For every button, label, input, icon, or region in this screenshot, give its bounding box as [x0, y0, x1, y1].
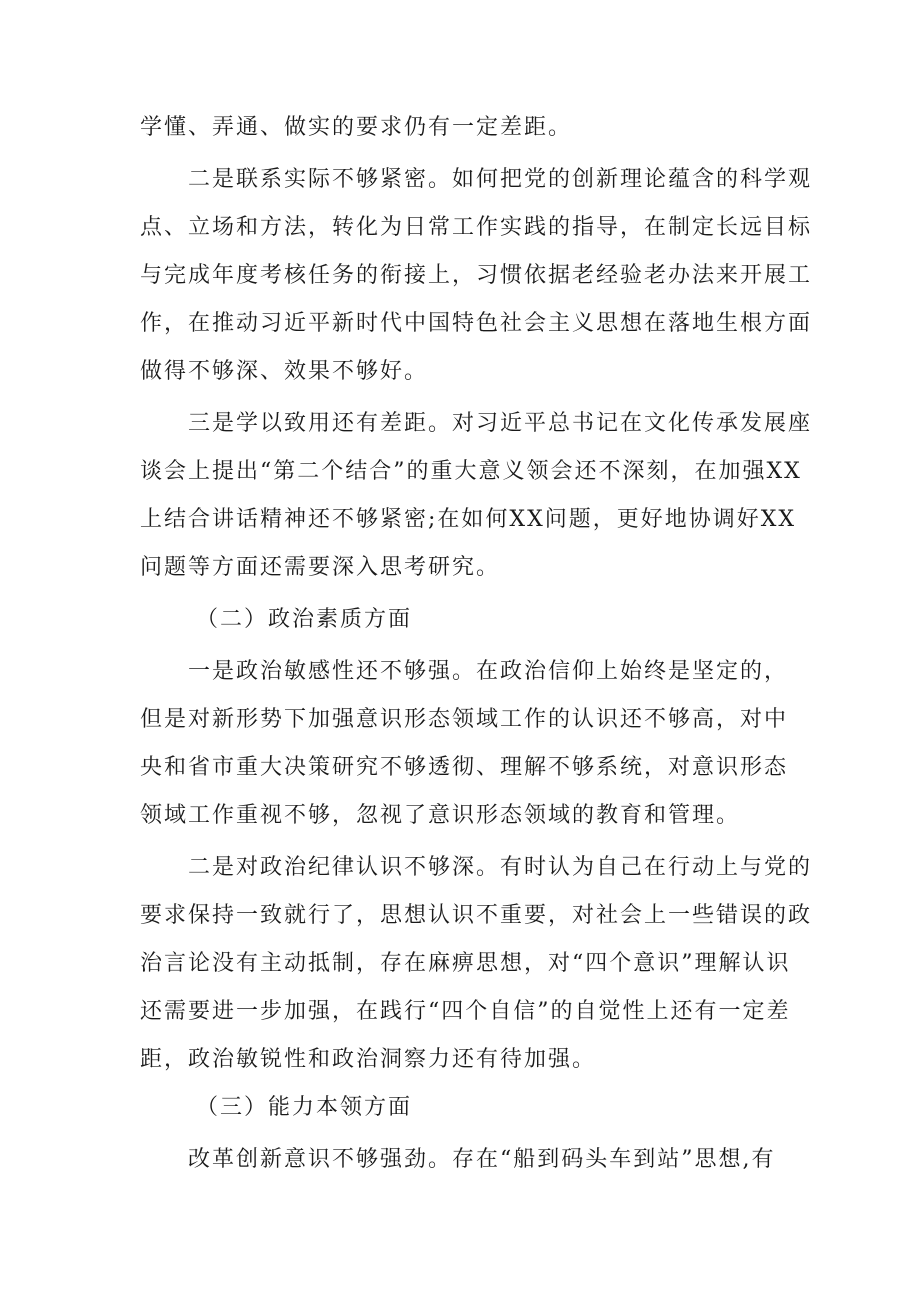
paragraph-line: 央和省市重大决策研究不够透彻、理解不够系统，对意识形态 [140, 755, 789, 780]
paragraph-line: 领域工作重视不够，忽视了意识形态领域的教育和管理。 [140, 803, 741, 828]
paragraph-line: 一是政治敏感性还不够强。在政治信仰上始终是坚定的， [188, 659, 789, 684]
paragraph-line: 距，政治敏锐性和政治洞察力还有待加强。 [140, 1047, 597, 1072]
paragraph-line: 二是对政治纪律认识不够深。有时认为自己在行动上与党的 [188, 855, 813, 880]
paragraph-line: 上结合讲话精神还不够紧密;在如何XX问题，更好地协调好XX [140, 507, 797, 532]
paragraph-line: 学懂、弄通、做实的要求仍有一定差距。 [140, 115, 573, 140]
paragraph-line: 治言论没有主动抵制，存在麻痹思想，对“四个意识”理解认识 [140, 951, 791, 976]
paragraph-line: 做得不够深、效果不够好。 [140, 359, 429, 384]
paragraph-line: 与完成年度考核任务的衔接上，习惯依据老经验老办法来开展工 [140, 263, 813, 288]
paragraph-line: 但是对新形势下加强意识形态领域工作的认识还不够高，对中 [140, 707, 789, 732]
paragraph-line: 作，在推动习近平新时代中国特色社会主义思想在落地生根方面 [140, 311, 813, 336]
paragraph-line: 点、立场和方法，转化为日常工作实践的指导，在制定长远目标 [140, 215, 813, 240]
paragraph-line: 问题等方面还需要深入思考研究。 [140, 555, 501, 580]
section-heading: （三）能力本领方面 [196, 1095, 413, 1120]
paragraph-line: 谈会上提出“第二个结合”的重大意义领会还不深刻，在加强XX [140, 459, 802, 484]
section-heading: （二）政治素质方面 [196, 607, 413, 632]
paragraph-line: 还需要进一步加强，在践行“四个自信”的自觉性上还有一定差 [140, 999, 791, 1024]
paragraph-line: 要求保持一致就行了，思想认识不重要，对社会上一些错误的政 [140, 903, 813, 928]
paragraph-line: 改革创新意识不够强劲。存在“船到码头车到站”思想,有 [188, 1147, 776, 1172]
paragraph-line: 二是联系实际不够紧密。如何把党的创新理论蕴含的科学观 [188, 167, 813, 192]
paragraph-line: 三是学以致用还有差距。对习近平总书记在文化传承发展座 [188, 411, 813, 436]
